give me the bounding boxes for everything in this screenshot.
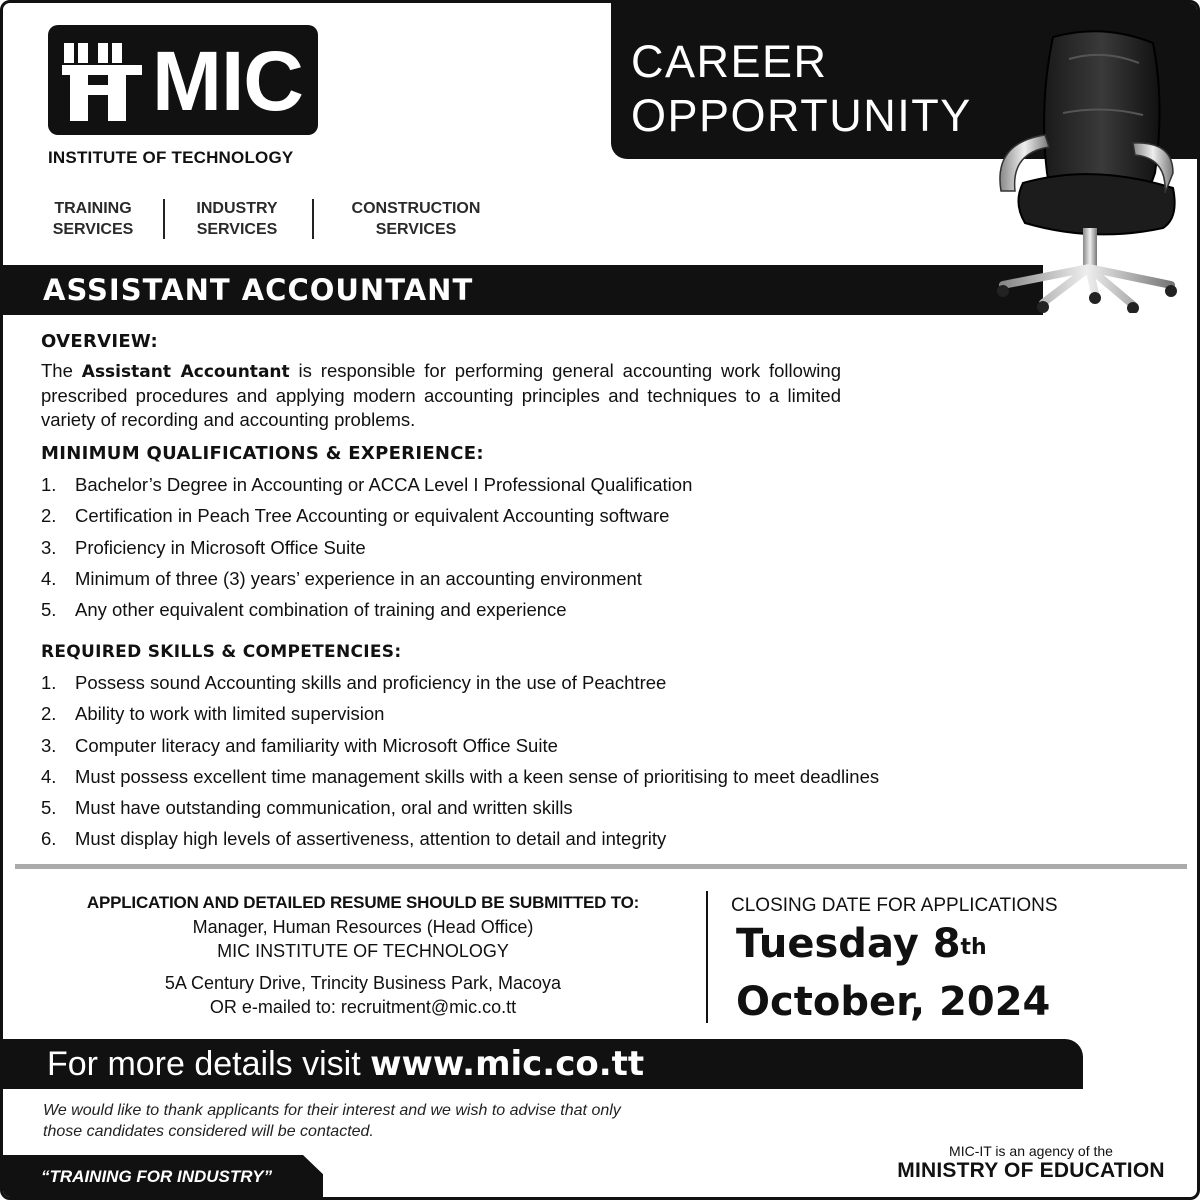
career-line: OPPORTUNITY <box>631 90 972 141</box>
ministry-name: MINISTRY OF EDUCATION <box>897 1159 1165 1182</box>
office-chair-icon <box>983 23 1183 313</box>
overview-body: is responsible for performing general accounting work following prescribed procedures and applying modern accounting principles and techniques to a limited variety of recording and accounting problems. <box>41 360 841 430</box>
list-item <box>41 538 692 569</box>
application-address: 5A Century Drive, Trincity Business Park, Macoya <box>164 973 562 993</box>
item-number: 1. <box>41 672 57 693</box>
item-number: 3. <box>41 734 57 756</box>
item-text: Must possess excellent time management skills with a keen sense of prioritising to meet deadlines <box>75 765 880 787</box>
item-text: Ability to work with limited supervision <box>75 703 385 725</box>
item-number: 3. <box>41 536 57 558</box>
service-line: TRAINING <box>54 200 132 217</box>
item-text: Certification in Peach Tree Accounting or equivalent Accounting software <box>75 505 670 527</box>
closing-label: CLOSING DATE FOR APPLICATIONS <box>731 895 1058 916</box>
application-info <box>43 891 683 1019</box>
item-number: 2. <box>41 703 57 725</box>
item-number: 6. <box>41 828 57 850</box>
item-text: Minimum of three (3) years’ experience in an accounting environment <box>75 567 642 589</box>
divider <box>312 199 314 239</box>
service-line: SERVICES <box>375 221 457 238</box>
institute-name: INSTITUTE OF TECHNOLOGY <box>48 148 294 167</box>
item-number: 2. <box>41 505 57 527</box>
logo-text: MIC <box>152 34 303 128</box>
closing-date <box>736 915 1050 1031</box>
divider <box>706 891 708 1023</box>
thanks-note: We would like to thank applicants for their interest and we wish to advise that only those candidates considered will be contacted. <box>43 1102 621 1140</box>
list-item <box>41 798 879 829</box>
closing-month-year: October, 2024 <box>736 979 1051 1025</box>
agency-line: MIC-IT is an agency of the <box>949 1143 1113 1159</box>
visit-text <box>47 1043 644 1085</box>
list-item <box>41 569 692 600</box>
list-item <box>41 767 879 798</box>
closing-day: Tuesday 8 <box>736 921 961 967</box>
service-construction <box>341 198 491 240</box>
application-heading: APPLICATION AND DETAILED RESUME SHOULD BE SUBMITTED TO: <box>86 893 640 912</box>
service-line: SERVICES <box>52 221 134 238</box>
overview-text <box>41 359 841 432</box>
job-title: ASSISTANT ACCOUNTANT <box>43 273 474 307</box>
service-line: CONSTRUCTION <box>351 200 481 217</box>
agency-note <box>893 1143 1169 1183</box>
career-heading <box>631 35 972 143</box>
item-text: Bachelor’s Degree in Accounting or ACCA Level I Professional Qualification <box>75 474 693 495</box>
divider <box>163 199 165 239</box>
list-item <box>41 506 692 537</box>
item-number: 5. <box>41 797 57 819</box>
item-number: 5. <box>41 599 57 621</box>
qualifications-heading: MINIMUM QUALIFICATIONS & EXPERIENCE: <box>41 443 484 464</box>
section-divider <box>15 864 1187 869</box>
item-text: Computer literacy and familiarity with Microsoft Office Suite <box>75 734 558 756</box>
list-item <box>41 600 692 631</box>
service-training <box>48 198 138 240</box>
list-item <box>41 475 692 506</box>
overview-heading: OVERVIEW: <box>41 331 159 352</box>
item-text: Possess sound Accounting skills and proficiency in the use of Peachtree <box>75 672 667 693</box>
service-line: SERVICES <box>196 221 278 238</box>
item-text: Any other equivalent combination of training and experience <box>75 599 567 621</box>
list-item <box>41 736 879 767</box>
qualifications-list <box>41 475 692 631</box>
item-number: 4. <box>41 765 57 787</box>
closing-suffix: th <box>960 935 987 960</box>
list-item <box>41 829 879 860</box>
list-item <box>41 704 879 735</box>
item-number: 4. <box>41 567 57 589</box>
application-line: Manager, Human Resources (Head Office) <box>192 917 534 937</box>
overview-intro: The <box>41 360 82 381</box>
skills-heading: REQUIRED SKILLS & COMPETENCIES: <box>41 642 402 662</box>
tagline: “TRAINING FOR INDUSTRY” <box>41 1167 273 1186</box>
service-line: INDUSTRY <box>196 200 278 217</box>
application-line: MIC INSTITUTE OF TECHNOLOGY <box>217 941 509 961</box>
application-email: OR e-mailed to: recruitment@mic.co.tt <box>209 997 517 1017</box>
career-line: CAREER <box>631 36 828 87</box>
overview-bold: Assistant Accountant <box>81 362 290 382</box>
website-link[interactable]: www.mic.co.tt <box>370 1044 645 1084</box>
item-number: 1. <box>41 474 57 495</box>
visit-prefix: For more details visit <box>47 1045 371 1083</box>
mic-logo-icon <box>62 43 142 121</box>
item-text: Must display high levels of assertiveness, attention to detail and integrity <box>75 828 667 850</box>
item-text: Must have outstanding communication, oral and written skills <box>75 797 573 819</box>
list-item <box>41 673 879 704</box>
item-text: Proficiency in Microsoft Office Suite <box>75 536 366 558</box>
service-industry <box>188 198 286 240</box>
mic-logo <box>48 25 318 135</box>
skills-list <box>41 673 879 861</box>
